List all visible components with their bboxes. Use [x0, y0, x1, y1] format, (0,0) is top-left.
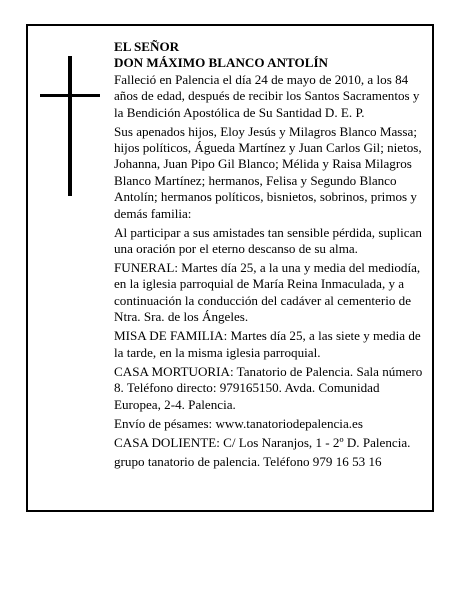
family-mass-info: MISA DE FAMILIA: Martes día 25, a las siete y media de la tarde, en la misma iglesia parroquial.: [114, 328, 421, 360]
prayer-request: Al participar a sus amistades tan sensible pérdida, suplican una oración por el eterno descanso de su alma.: [114, 224, 422, 257]
funeral-info: FUNERAL: Martes día 25, a la una y media del mediodía, en la iglesia parroquial de María Reina Inmaculada, y a continuación la conducción del cadáver al cementerio de Ntra. Sra. de los Ángeles.: [114, 260, 421, 325]
cross-horizontal-bar: [40, 94, 100, 97]
deceased-name: DON MÁXIMO BLANCO ANTOLÍN: [114, 55, 329, 71]
funeral-group-contact: grupo tanatorio de palencia. Teléfono 979 16 53 16: [114, 453, 382, 469]
cross-vertical-bar: [68, 56, 72, 196]
funeral-home-info: CASA MORTUORIA: Tanatorio de Palencia. Sala número 8. Teléfono directo: 979165150. Avda. Comunidad Europea, 2-4. Palencia.: [114, 363, 423, 412]
death-announcement: Falleció en Palencia el día 24 de mayo de 2010, a los 84 años de edad, después de recibir los Santos Sacramentos y la Bendición Apostólica de Su Santidad D. E. P.: [114, 71, 420, 120]
obituary-notice: [26, 24, 434, 512]
mourning-home-info: CASA DOLIENTE: C/ Los Naranjos, 1 - 2º D. Palencia.: [114, 434, 411, 450]
family-list: Sus apenados hijos, Eloy Jesús y Milagros Blanco Massa; hijos políticos, Águeda Martínez y Juan Carlos Gil; nietos, Johanna, Juan Pipo Gil Blanco; Mélida y Raisa Milagros Blanco Martínez; hermanos, Felisa y Segundo Blanco Antolín; hermanos políticos, bisnietos, sobrinos, primos y demás familia:: [114, 123, 422, 221]
notice-heading: EL SEÑOR: [114, 39, 180, 54]
condolences-info: Envío de pésames: www.tanatoriodepalencia.es: [114, 415, 363, 431]
notice-text: [114, 39, 428, 473]
